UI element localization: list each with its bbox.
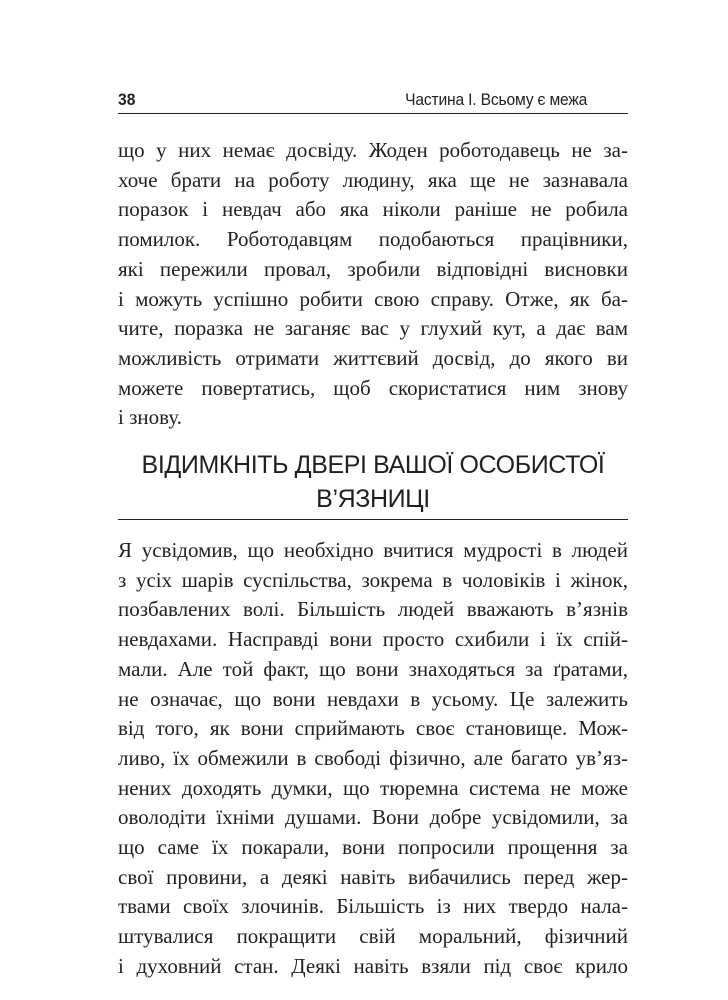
text-line: від того, як вони сприймають своє становище. Мож- [118,716,628,741]
page-number: 38 [118,90,136,109]
text-line: що саме їх покарали, вони попросили прощення за [118,835,628,860]
text-line: і можуть успішно робити свою справу. Отже, як ба- [118,286,628,311]
text-line: хоче брати на роботу людину, яка ще не зазнавала [118,167,628,192]
text-line: позбавлених волі. Більшість людей вважають в’язнів [118,597,628,622]
section-heading [118,448,628,516]
section-rule [118,519,628,520]
text-line: Я усвідомив, що необхідно вчитися мудрості в людей [118,538,628,562]
text-line: і духовний стан. Деякі навіть взяли під своє крило [118,953,628,978]
text-line: твами своїх злочинів. Більшість із них твердо нала- [118,894,628,919]
text-line: ливо, їх обмежили в свободі фізично, але багато ув’яз- [118,745,628,770]
text-line: і знову. [118,405,182,430]
text-line: оволодіти їхніми душами. Вони добре усвідомили, за [118,805,628,830]
paragraph-main [118,536,628,982]
text-line: свої провини, а деякі навіть вибачились перед жер- [118,864,628,889]
running-title: Частина І. Всьому є межа [405,90,588,109]
text-line: невдахами. Насправді вони просто схибили і їх спій- [118,627,628,652]
text-line: мали. Але той факт, що вони знаходяться за ґратами, [118,656,628,681]
running-head [118,84,587,110]
section-heading-line: В’ЯЗНИЦІ [316,485,430,513]
text-line: поразок і невдач або яка ніколи раніше не робила [118,197,628,222]
text-line: можливість отримати життєвий досвід, до якого ви [118,345,628,370]
paragraph-continued [118,136,628,433]
text-line: які пережили провал, зробили відповідні висновки [118,256,628,281]
text-line: можете повертатись, щоб скористатися ним знову [118,375,628,400]
section-heading-line: ВІДИМКНІТЬ ДВЕРІ ВАШОЇ ОСОБИСТОЇ [141,451,605,479]
text-line: чите, поразка не заганяє вас у глухий кут, а дає вам [118,316,628,341]
text-line: штувалися покращити свій моральний, фізичний [118,924,628,949]
text-line: помилок. Роботодавцям подобаються працівники, [118,227,628,252]
text-line: не означає, що вони невдахи в усьому. Це залежить [118,686,628,711]
text-line: з усіх шарів суспільства, зокрема в чоловіків і жінок, [118,567,628,592]
text-line: нених доходять думки, що тюремна система не може [118,775,628,800]
header-rule [118,113,628,114]
text-line: що у них немає досвіду. Жоден роботодавець не за- [118,138,628,162]
